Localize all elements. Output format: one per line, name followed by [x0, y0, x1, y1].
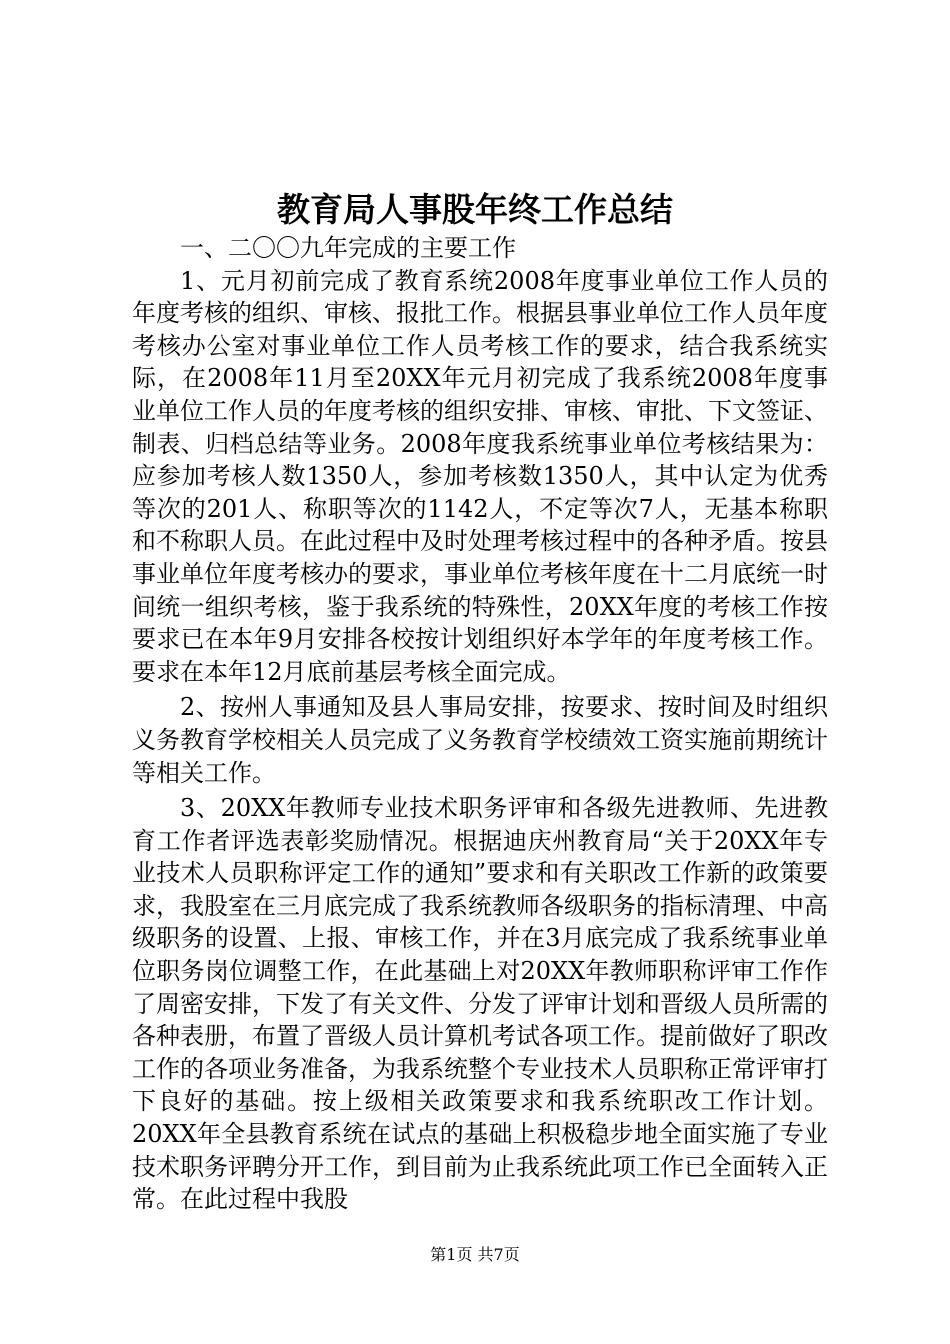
paragraph-3: 3、20XX年教师专业技术职务评审和各级先进教师、先进教育工作者评选表彰奖励情况。根据迪庆州教育局“关于20XX年专业技术人员职称评定工作的通知”要求和有关职改工作新的政策要求，我股室在三月底完成了我系统教师各级职务的指标清理、中高级职务的设置、上报、审核工作，并在3月底完成了我系统事业单位职务岗位调整工作，在此基础上对20XX年教师职称评审工作作了周密安排，下发了有关文件、分发了评审计划和晋级人员所需的各种表册，布置了晋级人员计算机考试各项工作。提前做好了职改工作的各项业务准备，为我系统整个专业技术人员职称正常评审打下良好的基础。按上级相关政策要求和我系统职改工作计划。20XX年全县教育系统在试点的基础上积极稳步地全面实施了专业技术职务评聘分开工作，到目前为止我系统此项工作已全面转入正常。在此过程中我股 — [132, 794, 828, 1214]
paragraph-1: 1、元月初前完成了教育系统2008年度事业单位工作人员的年度考核的组织、审核、报批工作。根据县事业单位工作人员年度考核办公室对事业单位工作人员考核工作的要求，结合我系统实际，在2008年11月至20XX年元月初完成了我系统2008年度事业单位工作人员的年度考核的组织安排、审核、审批、下文签证、制表、归档总结等业务。2008年度我系统事业单位考核结果为：应参加考核人数1350人，参加考核数1350人，其中认定为优秀等次的201人、称职等次的1142人，不定等次7人，无基本称职和不称职人员。在此过程中及时处理考核过程中的各种矛盾。按县事业单位年度考核办的要求，事业单位考核年度在十二月底统一时间统一组织考核，鉴于我系统的特殊性，20XX年度的考核工作按要求已在本年9月安排各校按计划组织好本学年的年度考核工作。要求在本年12月底前基层考核全面完成。 — [132, 266, 828, 686]
paragraph-2: 2、按州人事通知及县人事局安排，按要求、按时间及时组织义务教育学校相关人员完成了义务教育学校绩效工资实施前期统计等相关工作。 — [132, 693, 828, 787]
document-body — [132, 232, 828, 1216]
document-title: 教育局人事股年终工作总结 — [277, 190, 673, 229]
section-heading: 一、二〇〇九年完成的主要工作 — [180, 234, 516, 262]
page-footer: 第1页 共7页 — [430, 1245, 520, 1264]
